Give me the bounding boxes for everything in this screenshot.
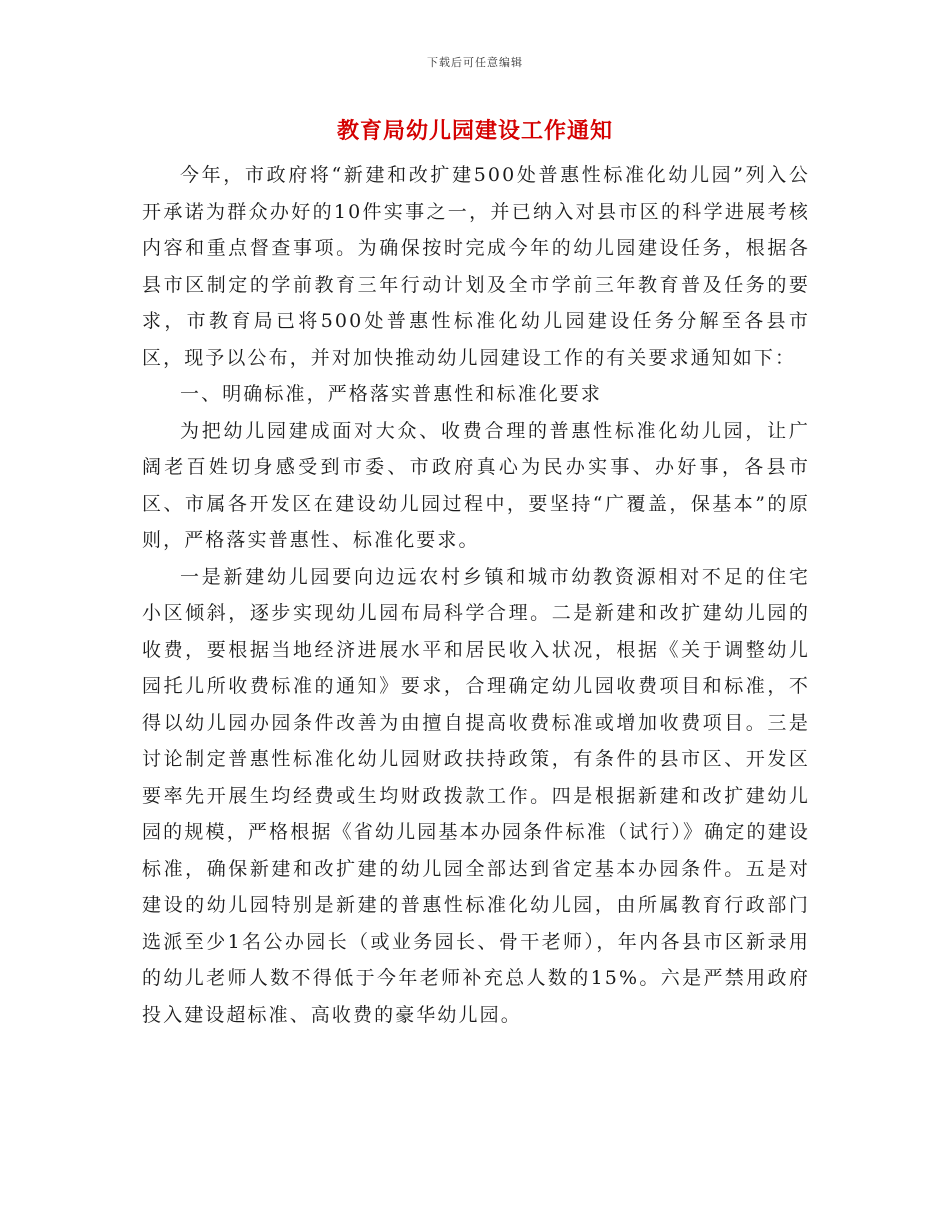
paragraph-intro: 今年，市政府将“新建和改扩建500处普惠性标准化幼儿园”列入公开承诺为群众办好的10件实事之一，并已纳入对县市区的科学进展考核内容和重点督查事项。为确保按时完成今年的幼儿园建设任务，根据各县市区制定的学前教育三年行动计划及全市学前三年教育普及任务的要求，市教育局已将500处普惠性标准化幼儿园建设任务分解至各县市区，现予以公布，并对加快推动幼儿园建设工作的有关要求通知如下： xyxy=(142,164,810,369)
paragraph-requirements: 一是新建幼儿园要向边远农村乡镇和城市幼教资源相对不足的住宅小区倾斜，逐步实现幼儿园布局科学合理。二是新建和改扩建幼儿园的收费，要根据当地经济进展水平和居民收入状况，根据《关于调整幼儿园托儿所收费标准的通知》要求，合理确定幼儿园收费项目和标准，不得以幼儿园办园条件改善为由擅自提高收费标准或增加收费项目。三是讨论制定普惠性标准化幼儿园财政扶持政策，有条件的县市区、开发区要率先开展生均经费或生均财政拨款工作。四是根据新建和改扩建幼儿园的规模，严格根据《省幼儿园基本办园条件标准（试行）》确定的建设标准，确保新建和改扩建的幼儿园全部达到省定基本办园条件。五是对建设的幼儿园特别是新建的普惠性标准化幼儿园，由所属教育行政部门选派至少1名公办园长（或业务园长、骨干老师），年内各县市区新录用的幼儿老师人数不得低于今年老师补充总人数的15%。六是严禁用政府投入建设超标准、高收费的豪华幼儿园。 xyxy=(142,565,810,1026)
paragraph-section-1: 为把幼儿园建成面对大众、收费合理的普惠性标准化幼儿园，让广阔老百姓切身感受到市委、市政府真心为民办实事、办好事，各县市区、市属各开发区在建设幼儿园过程中，要坚持“广覆盖，保基本”的原则，严格落实普惠性、标准化要求。 xyxy=(142,419,810,551)
header-note: 下载后可任意编辑 xyxy=(427,56,523,69)
section-heading-1: 一、明确标准，严格落实普惠性和标准化要求 xyxy=(180,383,603,405)
document-body xyxy=(142,157,810,1033)
document-title: 教育局幼儿园建设工作通知 xyxy=(336,118,613,144)
